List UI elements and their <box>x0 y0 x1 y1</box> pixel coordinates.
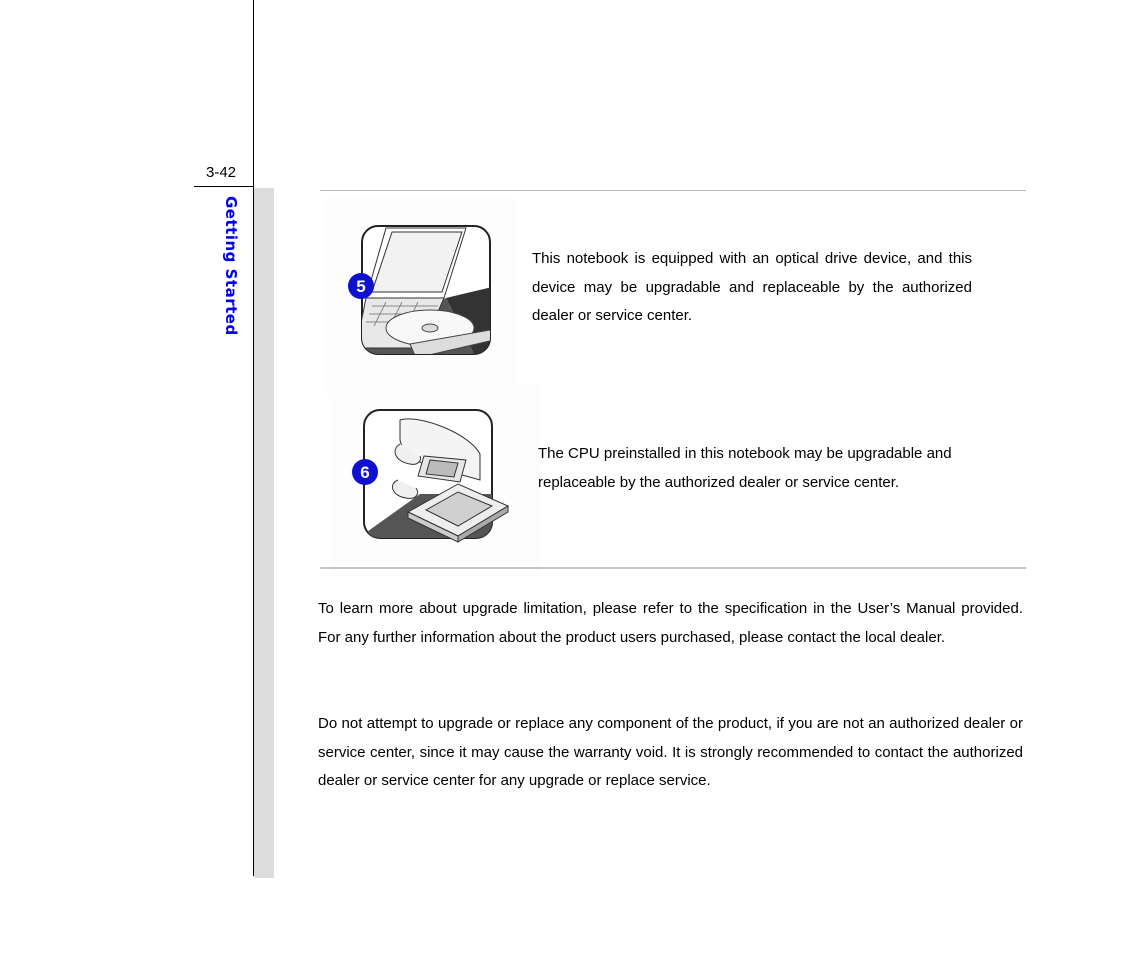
badge-5 <box>347 272 375 300</box>
svg-text:5: 5 <box>356 277 366 296</box>
content-bottom-rule <box>320 567 1026 569</box>
cpu-description: The CPU preinstalled in this notebook may be upgradable and replaceable by the authorized dealer or service center. <box>538 445 952 491</box>
content-top-rule <box>320 190 1026 191</box>
section-title: Getting Started <box>222 196 240 336</box>
page-number: 3-42 <box>206 164 237 181</box>
side-band <box>254 188 274 878</box>
badge-6 <box>351 458 379 486</box>
upgrade-limitation-paragraph: To learn more about upgrade limitation, please refer to the specification in the User’s Manual provided. For any further information about the product users purchased, please contact the local dealer. <box>318 600 1023 646</box>
margin-rule-horizontal <box>194 186 254 187</box>
optical-drive-description: This notebook is equipped with an optical drive device, and this device may be upgradable and replaceable by the authorized dealer or service center. <box>532 250 972 324</box>
svg-text:6: 6 <box>360 463 370 482</box>
warranty-warning-paragraph: Do not attempt to upgrade or replace any component of the product, if you are not an authorized dealer or service center, since it may cause the warranty void. It is strongly recommended to contact the authorized dealer or service center for any upgrade or replace service. <box>318 715 1023 790</box>
